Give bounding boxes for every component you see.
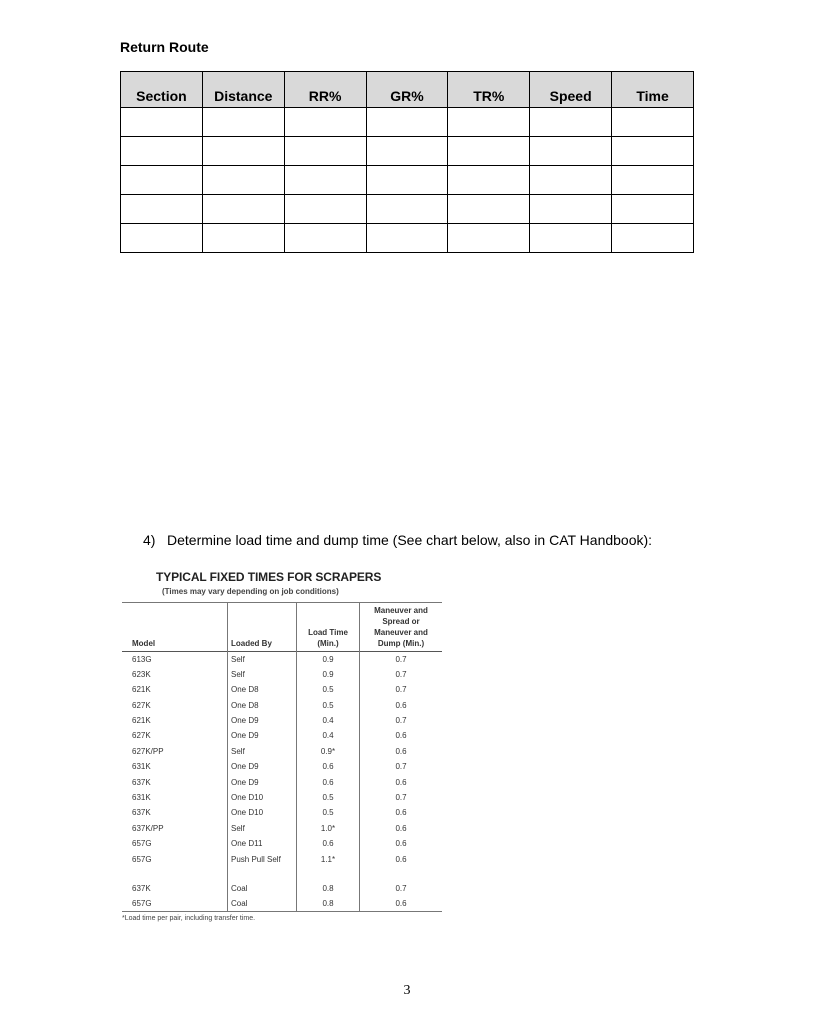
table-row [122, 896, 442, 911]
cell-maneuver-dump: 0.7 [360, 652, 443, 667]
cell-model: 637K [132, 777, 151, 787]
header-tr: TR% [448, 72, 530, 108]
table-cell [284, 195, 366, 224]
cell-load-time: 1.1* [297, 852, 360, 881]
cell-loaded-by: One D11 [228, 836, 297, 851]
cell-load-time: 0.9 [297, 667, 360, 682]
cell-maneuver-dump: 0.7 [360, 881, 443, 896]
table-cell [202, 108, 284, 137]
cell-load-time: 0.6 [297, 775, 360, 790]
cell-load-time: 0.6 [297, 836, 360, 851]
table-cell [366, 137, 448, 166]
cell-loaded-by: Self [228, 667, 297, 682]
table-cell [530, 224, 612, 253]
cell-load-time: 0.5 [297, 805, 360, 820]
table-row [122, 759, 442, 774]
table-row [122, 744, 442, 759]
cell-load-time: 0.9* [297, 744, 360, 759]
cell-load-time: 0.4 [297, 713, 360, 728]
header-section: Section [121, 72, 203, 108]
cell-model: 631K [132, 793, 151, 803]
cell-loaded-by: One D9 [228, 775, 297, 790]
cell-loaded-by: Push Pull Self [228, 852, 297, 881]
table-row [122, 775, 442, 790]
cell-maneuver-dump: 0.7 [360, 667, 443, 682]
table-cell [366, 224, 448, 253]
cell-load-time: 0.5 [297, 790, 360, 805]
table-cell [448, 195, 530, 224]
table-cell [612, 224, 694, 253]
cell-loaded-by: One D10 [228, 805, 297, 820]
cell-maneuver-dump: 0.6 [360, 698, 443, 713]
cell-maneuver-dump: 0.6 [360, 821, 443, 836]
cell-loaded-by: One D8 [228, 698, 297, 713]
table-cell [121, 137, 203, 166]
cell-maneuver-dump: 0.7 [360, 713, 443, 728]
cell-model: 637K [132, 883, 151, 893]
col-model: Model [132, 639, 156, 648]
table-cell [530, 166, 612, 195]
table-cell [202, 166, 284, 195]
table-row [121, 166, 694, 195]
cell-load-time: 0.8 [297, 896, 360, 911]
header-distance: Distance [202, 72, 284, 108]
cell-model: 637K/PP [132, 823, 164, 833]
table-cell [366, 166, 448, 195]
header-time: Time [612, 72, 694, 108]
table-cell [284, 166, 366, 195]
table-row [122, 667, 442, 682]
cell-load-time: 1.0* [297, 821, 360, 836]
table-cell [448, 137, 530, 166]
route-table-body [121, 108, 694, 253]
cell-loaded-by: Coal [228, 881, 297, 896]
cell-loaded-by: Self [228, 652, 297, 667]
table-cell [121, 224, 203, 253]
cell-model: 627K [132, 731, 151, 741]
fixed-times-header-row [122, 603, 442, 652]
table-row [122, 821, 442, 836]
table-row [121, 108, 694, 137]
table-row [122, 728, 442, 743]
cell-loaded-by: One D9 [228, 728, 297, 743]
table-cell [202, 224, 284, 253]
table-cell [612, 137, 694, 166]
table-cell [530, 137, 612, 166]
table-cell [448, 166, 530, 195]
table-cell [612, 166, 694, 195]
step-text: Determine load time and dump time (See chart below, also in CAT Handbook): [167, 532, 653, 548]
header-speed: Speed [530, 72, 612, 108]
cell-model: 621K [132, 716, 151, 726]
table-cell [612, 195, 694, 224]
header-gr: GR% [366, 72, 448, 108]
table-cell [284, 108, 366, 137]
table-row [122, 852, 442, 881]
table-cell [202, 195, 284, 224]
col-load-time: Load Time (Min.) [297, 603, 360, 652]
table-row [121, 195, 694, 224]
table-cell [202, 137, 284, 166]
table-cell [366, 108, 448, 137]
fixed-times-table [122, 602, 442, 912]
return-route-table [120, 71, 694, 253]
cell-loaded-by: Coal [228, 896, 297, 911]
section-heading: Return Route [120, 39, 209, 55]
table-row [122, 652, 442, 667]
table-row [122, 805, 442, 820]
cell-load-time: 0.8 [297, 881, 360, 896]
table-cell [612, 108, 694, 137]
cell-model: 631K [132, 762, 151, 772]
cell-model: 657G [132, 839, 152, 849]
chart-footnote: *Load time per pair, including transfer time. [122, 914, 256, 922]
table-cell [530, 195, 612, 224]
table-row [122, 698, 442, 713]
cell-loaded-by: Self [228, 744, 297, 759]
cell-model: 657G [132, 854, 152, 864]
cell-load-time: 0.5 [297, 698, 360, 713]
cell-maneuver-dump: 0.6 [360, 805, 443, 820]
table-cell [530, 108, 612, 137]
cell-maneuver-dump: 0.7 [360, 790, 443, 805]
fixed-times-chart [122, 570, 428, 922]
cell-maneuver-dump: 0.6 [360, 896, 443, 911]
cell-maneuver-dump: 0.6 [360, 744, 443, 759]
chart-subtitle: (Times may vary depending on job conditions) [162, 587, 339, 596]
instruction-step [143, 532, 652, 548]
cell-loaded-by: One D8 [228, 682, 297, 697]
cell-maneuver-dump: 0.7 [360, 682, 443, 697]
cell-maneuver-dump: 0.6 [360, 728, 443, 743]
cell-model: 627K [132, 700, 151, 710]
col-loaded-by: Loaded By [228, 603, 297, 652]
cell-model: 621K [132, 685, 151, 695]
table-cell [121, 108, 203, 137]
cell-maneuver-dump: 0.7 [360, 759, 443, 774]
step-number: 4) [143, 532, 156, 548]
table-row [122, 790, 442, 805]
cell-model: 637K [132, 808, 151, 818]
table-header-row [121, 72, 694, 108]
cell-loaded-by: One D9 [228, 713, 297, 728]
table-cell [448, 108, 530, 137]
col-maneuver-dump: Maneuver and Spread or Maneuver and Dump (Min.) [360, 603, 443, 652]
table-row [121, 224, 694, 253]
table-cell [121, 195, 203, 224]
page-number: 3 [403, 983, 411, 998]
header-rr: RR% [284, 72, 366, 108]
table-row [122, 836, 442, 851]
table-cell [284, 224, 366, 253]
cell-load-time: 0.4 [297, 728, 360, 743]
cell-load-time: 0.6 [297, 759, 360, 774]
table-cell [121, 166, 203, 195]
table-row [122, 881, 442, 896]
cell-loaded-by: Self [228, 821, 297, 836]
cell-maneuver-dump: 0.6 [360, 836, 443, 851]
fixed-times-body [122, 652, 442, 912]
table-row [121, 137, 694, 166]
cell-loaded-by: One D10 [228, 790, 297, 805]
cell-load-time: 0.5 [297, 682, 360, 697]
table-cell [448, 224, 530, 253]
table-cell [284, 137, 366, 166]
cell-model: 613G [132, 655, 152, 664]
cell-maneuver-dump: 0.6 [360, 852, 443, 881]
cell-model: 623K [132, 669, 151, 679]
cell-model: 657G [132, 898, 152, 908]
chart-title: TYPICAL FIXED TIMES FOR SCRAPERS [156, 570, 382, 584]
cell-load-time: 0.9 [297, 652, 360, 667]
cell-maneuver-dump: 0.6 [360, 775, 443, 790]
table-row [122, 682, 442, 697]
table-row [122, 713, 442, 728]
cell-model: 627K/PP [132, 746, 164, 756]
table-cell [366, 195, 448, 224]
cell-loaded-by: One D9 [228, 759, 297, 774]
